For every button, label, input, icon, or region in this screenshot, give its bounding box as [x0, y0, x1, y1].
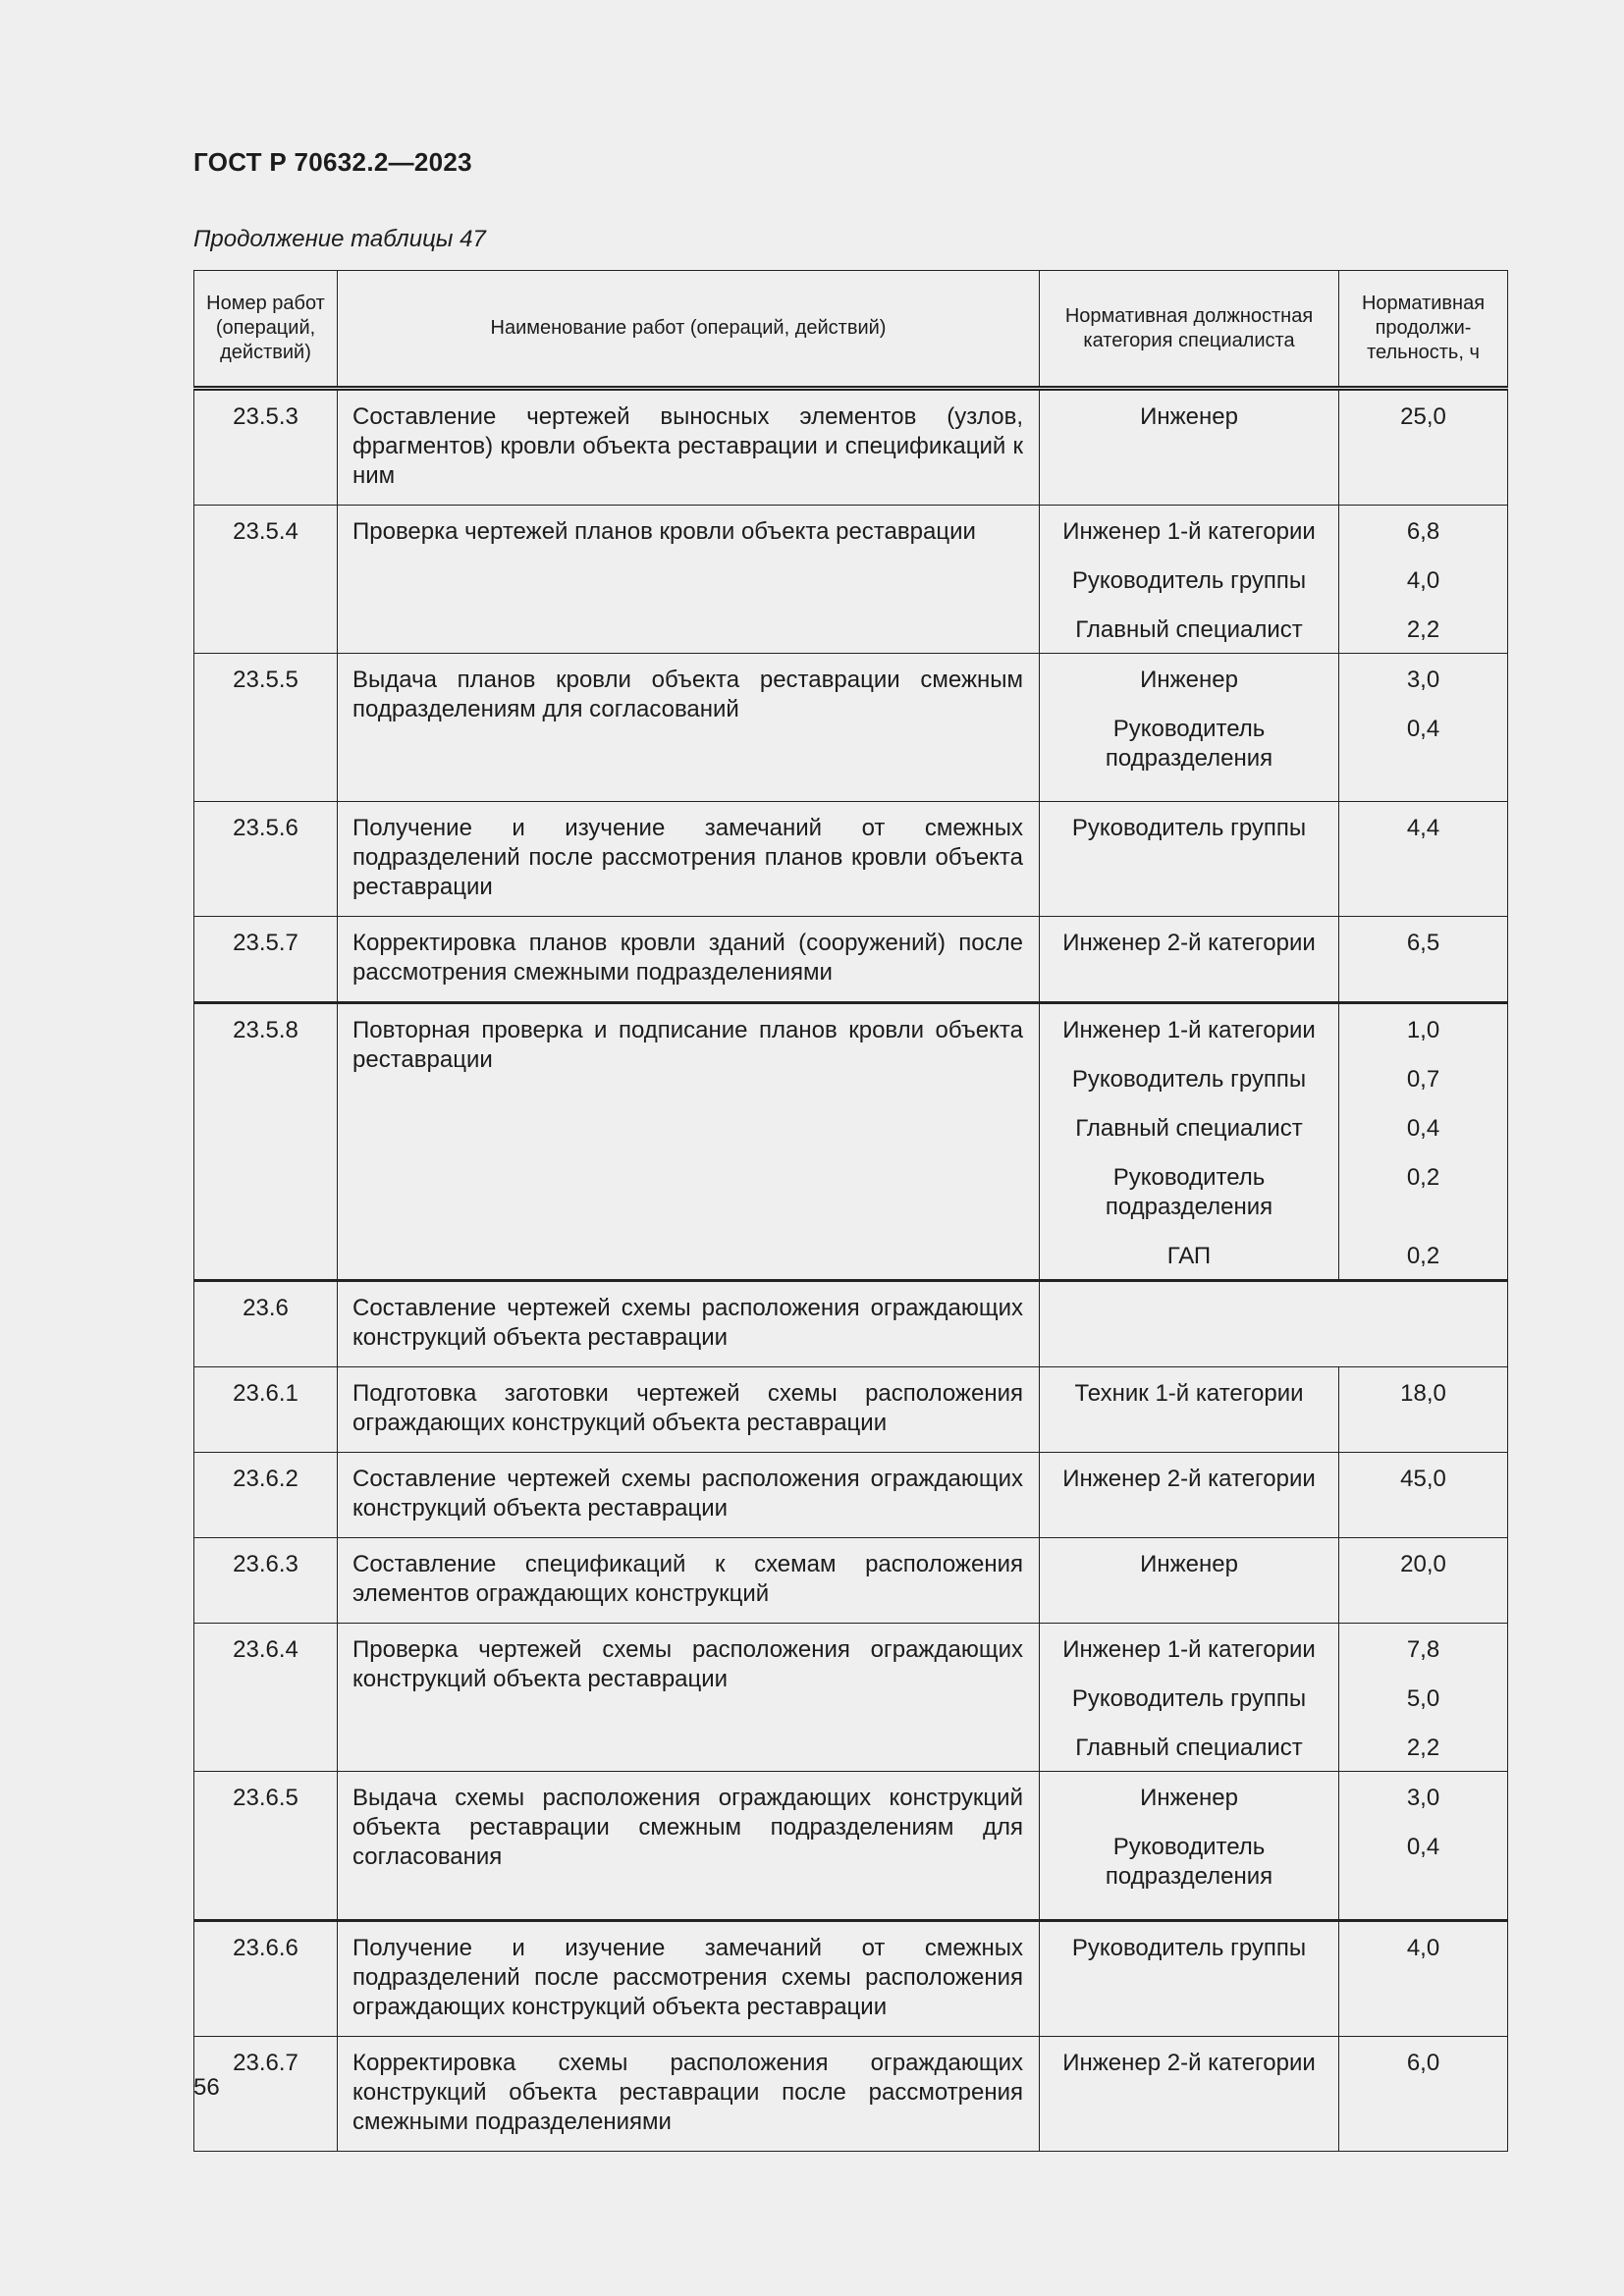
- category-cell: [1040, 1367, 1339, 1453]
- duration-item: 7,8: [1406, 1636, 1440, 1663]
- work-name-text: Проверка чертежей схемы расположения ограждающих конструкций объекта реставрации: [352, 1636, 1023, 1692]
- work-name-text: Составление чертежей схемы расположения ограждающих конструкций объекта реставрации: [352, 1466, 1023, 1522]
- work-name-text: Выдача планов кровли объекта реставрации смежным подразделениям для согласований: [352, 667, 1023, 722]
- category-item: Главный специалист: [1075, 1115, 1303, 1142]
- duration-item: 6,8: [1406, 518, 1440, 545]
- duration-cell: [1339, 1538, 1508, 1624]
- category-item: Инженер 1-й категории: [1062, 1636, 1316, 1663]
- table-row: [194, 1921, 1508, 2037]
- work-name-cell: [338, 1281, 1040, 1367]
- work-name-text: Проверка чертежей планов кровли объекта реставрации: [352, 518, 976, 545]
- category-cell: [1040, 802, 1339, 917]
- work-name-cell: [338, 1624, 1040, 1772]
- category-item: Инженер 1-й категории: [1062, 1017, 1316, 1043]
- category-cell: [1040, 1624, 1339, 1772]
- work-name-cell: [338, 389, 1040, 506]
- document-title: ГОСТ Р 70632.2—2023: [193, 147, 472, 177]
- duration-item: 2,2: [1406, 1735, 1440, 1761]
- category-item: Техник 1-й категории: [1074, 1380, 1304, 1407]
- work-number-cell: 23.6.3: [194, 1538, 338, 1624]
- duration-item: 0,4: [1406, 1115, 1440, 1142]
- table-body: [194, 389, 1508, 2152]
- work-name-cell: [338, 1772, 1040, 1921]
- work-name-cell: [338, 917, 1040, 1003]
- category-item: Руководитель группы: [1071, 1685, 1307, 1712]
- duration-item: 6,5: [1406, 930, 1440, 956]
- duration-cell: [1339, 1367, 1508, 1453]
- table-row: [194, 654, 1508, 802]
- duration-item: 0,7: [1406, 1066, 1440, 1093]
- work-name-text: Корректировка схемы расположения ограждающих конструкций объекта реставрации после рассмотрения смежными подразделениями: [352, 2050, 1023, 2135]
- category-item: Руководитель подразделения: [1105, 716, 1273, 772]
- duration-cell: [1339, 1453, 1508, 1538]
- duration-item: 6,0: [1406, 2050, 1440, 2076]
- category-item: Инженер: [1140, 1785, 1238, 1811]
- table-row: [194, 1453, 1508, 1538]
- work-name-text: Подготовка заготовки чертежей схемы расположения ограждающих конструкций объекта реставрации: [352, 1380, 1023, 1436]
- category-cell: [1040, 1921, 1339, 2037]
- work-name-text: Составление чертежей выносных элементов (узлов, фрагментов) кровли объекта реставрации и спецификаций к ним: [352, 403, 1023, 489]
- work-name-text: Получение и изучение замечаний от смежных подразделений после рассмотрения планов кровли объекта реставрации: [352, 815, 1023, 900]
- category-item: Инженер: [1140, 1551, 1238, 1577]
- duration-item: 0,4: [1406, 716, 1440, 742]
- table-row: [194, 1367, 1508, 1453]
- work-name-text: Повторная проверка и подписание планов кровли объекта реставрации: [352, 1017, 1023, 1073]
- category-item: Инженер: [1140, 403, 1238, 430]
- category-item: Инженер 2-й категории: [1062, 2050, 1316, 2076]
- table-row: [194, 1624, 1508, 1772]
- work-name-text: Корректировка планов кровли зданий (сооружений) после рассмотрения смежными подразделениями: [352, 930, 1023, 986]
- table-header-row: [194, 271, 1508, 389]
- category-item: Главный специалист: [1075, 1735, 1303, 1761]
- work-number-cell: 23.6.6: [194, 1921, 338, 2037]
- duration-cell: [1339, 2037, 1508, 2152]
- work-name-cell: [338, 506, 1040, 654]
- category-item: Инженер 2-й категории: [1062, 1466, 1316, 1492]
- duration-item: 4,0: [1406, 1935, 1440, 1961]
- category-cell: [1040, 1453, 1339, 1538]
- duration-item: 20,0: [1400, 1551, 1446, 1577]
- column-header-duration: Нормативная продолжи-тельность, ч: [1339, 271, 1508, 389]
- category-item: Руководитель группы: [1071, 1066, 1307, 1093]
- duration-cell: [1339, 1624, 1508, 1772]
- table-row: [194, 1003, 1508, 1281]
- work-number-cell: 23.5.5: [194, 654, 338, 802]
- work-name-cell: [338, 1538, 1040, 1624]
- category-item: Руководитель подразделения: [1105, 1164, 1273, 1220]
- column-header-name: Наименование работ (операций, действий): [338, 271, 1040, 389]
- work-number-cell: 23.6.2: [194, 1453, 338, 1538]
- duration-item: 1,0: [1406, 1017, 1440, 1043]
- category-item: ГАП: [1166, 1243, 1212, 1269]
- duration-item: 4,4: [1406, 815, 1440, 841]
- work-name-cell: [338, 1003, 1040, 1281]
- duration-cell: [1339, 1921, 1508, 2037]
- category-cell: [1040, 1538, 1339, 1624]
- work-number-cell: 23.5.7: [194, 917, 338, 1003]
- category-item: Главный специалист: [1075, 616, 1303, 643]
- category-item: Инженер: [1140, 667, 1238, 693]
- table-row: [194, 1772, 1508, 1921]
- work-number-cell: 23.5.6: [194, 802, 338, 917]
- duration-item: 25,0: [1400, 403, 1446, 430]
- table-row: [194, 1538, 1508, 1624]
- duration-item: 3,0: [1406, 667, 1440, 693]
- work-number-cell: 23.6.7: [194, 2037, 338, 2152]
- work-name-text: Получение и изучение замечаний от смежных подразделений после рассмотрения схемы расположения ограждающих конструкций объекта реставрации: [352, 1935, 1023, 2020]
- category-item: Руководитель группы: [1071, 1935, 1307, 1961]
- duration-item: 4,0: [1406, 567, 1440, 594]
- category-cell: [1040, 1772, 1339, 1921]
- work-name-text: Составление спецификаций к схемам расположения элементов ограждающих конструкций: [352, 1551, 1023, 1607]
- empty-merged-cell: [1040, 1281, 1508, 1367]
- duration-cell: [1339, 1003, 1508, 1281]
- category-item: Инженер 1-й категории: [1062, 518, 1316, 545]
- work-name-cell: [338, 1453, 1040, 1538]
- work-number-cell: 23.5.3: [194, 389, 338, 506]
- duration-cell: [1339, 654, 1508, 802]
- table-row: [194, 389, 1508, 506]
- category-cell: [1040, 506, 1339, 654]
- category-cell: [1040, 1003, 1339, 1281]
- table-row: [194, 1281, 1508, 1367]
- duration-item: 0,2: [1406, 1164, 1440, 1191]
- work-name-text: Выдача схемы расположения ограждающих конструкций объекта реставрации смежным подразделениям для согласования: [352, 1785, 1023, 1870]
- work-number-cell: 23.6: [194, 1281, 338, 1367]
- column-header-number: Номер работ (операций, действий): [194, 271, 338, 389]
- table-caption: Продолжение таблицы 47: [193, 226, 486, 252]
- table-row: [194, 506, 1508, 654]
- work-number-cell: 23.6.1: [194, 1367, 338, 1453]
- category-cell: [1040, 917, 1339, 1003]
- work-name-cell: [338, 654, 1040, 802]
- duration-cell: [1339, 802, 1508, 917]
- table-row: [194, 802, 1508, 917]
- work-number-cell: 23.6.4: [194, 1624, 338, 1772]
- duration-item: 0,2: [1406, 1243, 1440, 1269]
- category-item: Руководитель группы: [1071, 815, 1307, 841]
- duration-cell: [1339, 1772, 1508, 1921]
- work-name-cell: [338, 2037, 1040, 2152]
- duration-item: 2,2: [1406, 616, 1440, 643]
- work-number-cell: 23.5.4: [194, 506, 338, 654]
- category-item: Руководитель подразделения: [1105, 1834, 1273, 1890]
- norms-table: [193, 270, 1508, 2152]
- duration-cell: [1339, 917, 1508, 1003]
- work-name-cell: [338, 802, 1040, 917]
- work-number-cell: 23.5.8: [194, 1003, 338, 1281]
- category-cell: [1040, 2037, 1339, 2152]
- page-number: 56: [193, 2074, 220, 2101]
- category-item: Инженер 2-й категории: [1062, 930, 1316, 956]
- duration-item: 45,0: [1400, 1466, 1446, 1492]
- work-name-cell: [338, 1921, 1040, 2037]
- category-cell: [1040, 654, 1339, 802]
- work-name-cell: [338, 1367, 1040, 1453]
- duration-item: 18,0: [1400, 1380, 1446, 1407]
- duration-cell: [1339, 389, 1508, 506]
- duration-cell: [1339, 506, 1508, 654]
- table-row: [194, 917, 1508, 1003]
- category-item: Руководитель группы: [1071, 567, 1307, 594]
- table-row: [194, 2037, 1508, 2152]
- duration-item: 5,0: [1406, 1685, 1440, 1712]
- duration-item: 3,0: [1406, 1785, 1440, 1811]
- work-number-cell: 23.6.5: [194, 1772, 338, 1921]
- column-header-category: Нормативная должностная категория специалиста: [1040, 271, 1339, 389]
- work-name-text: Составление чертежей схемы расположения ограждающих конструкций объекта реставрации: [352, 1295, 1023, 1351]
- category-cell: [1040, 389, 1339, 506]
- duration-item: 0,4: [1406, 1834, 1440, 1860]
